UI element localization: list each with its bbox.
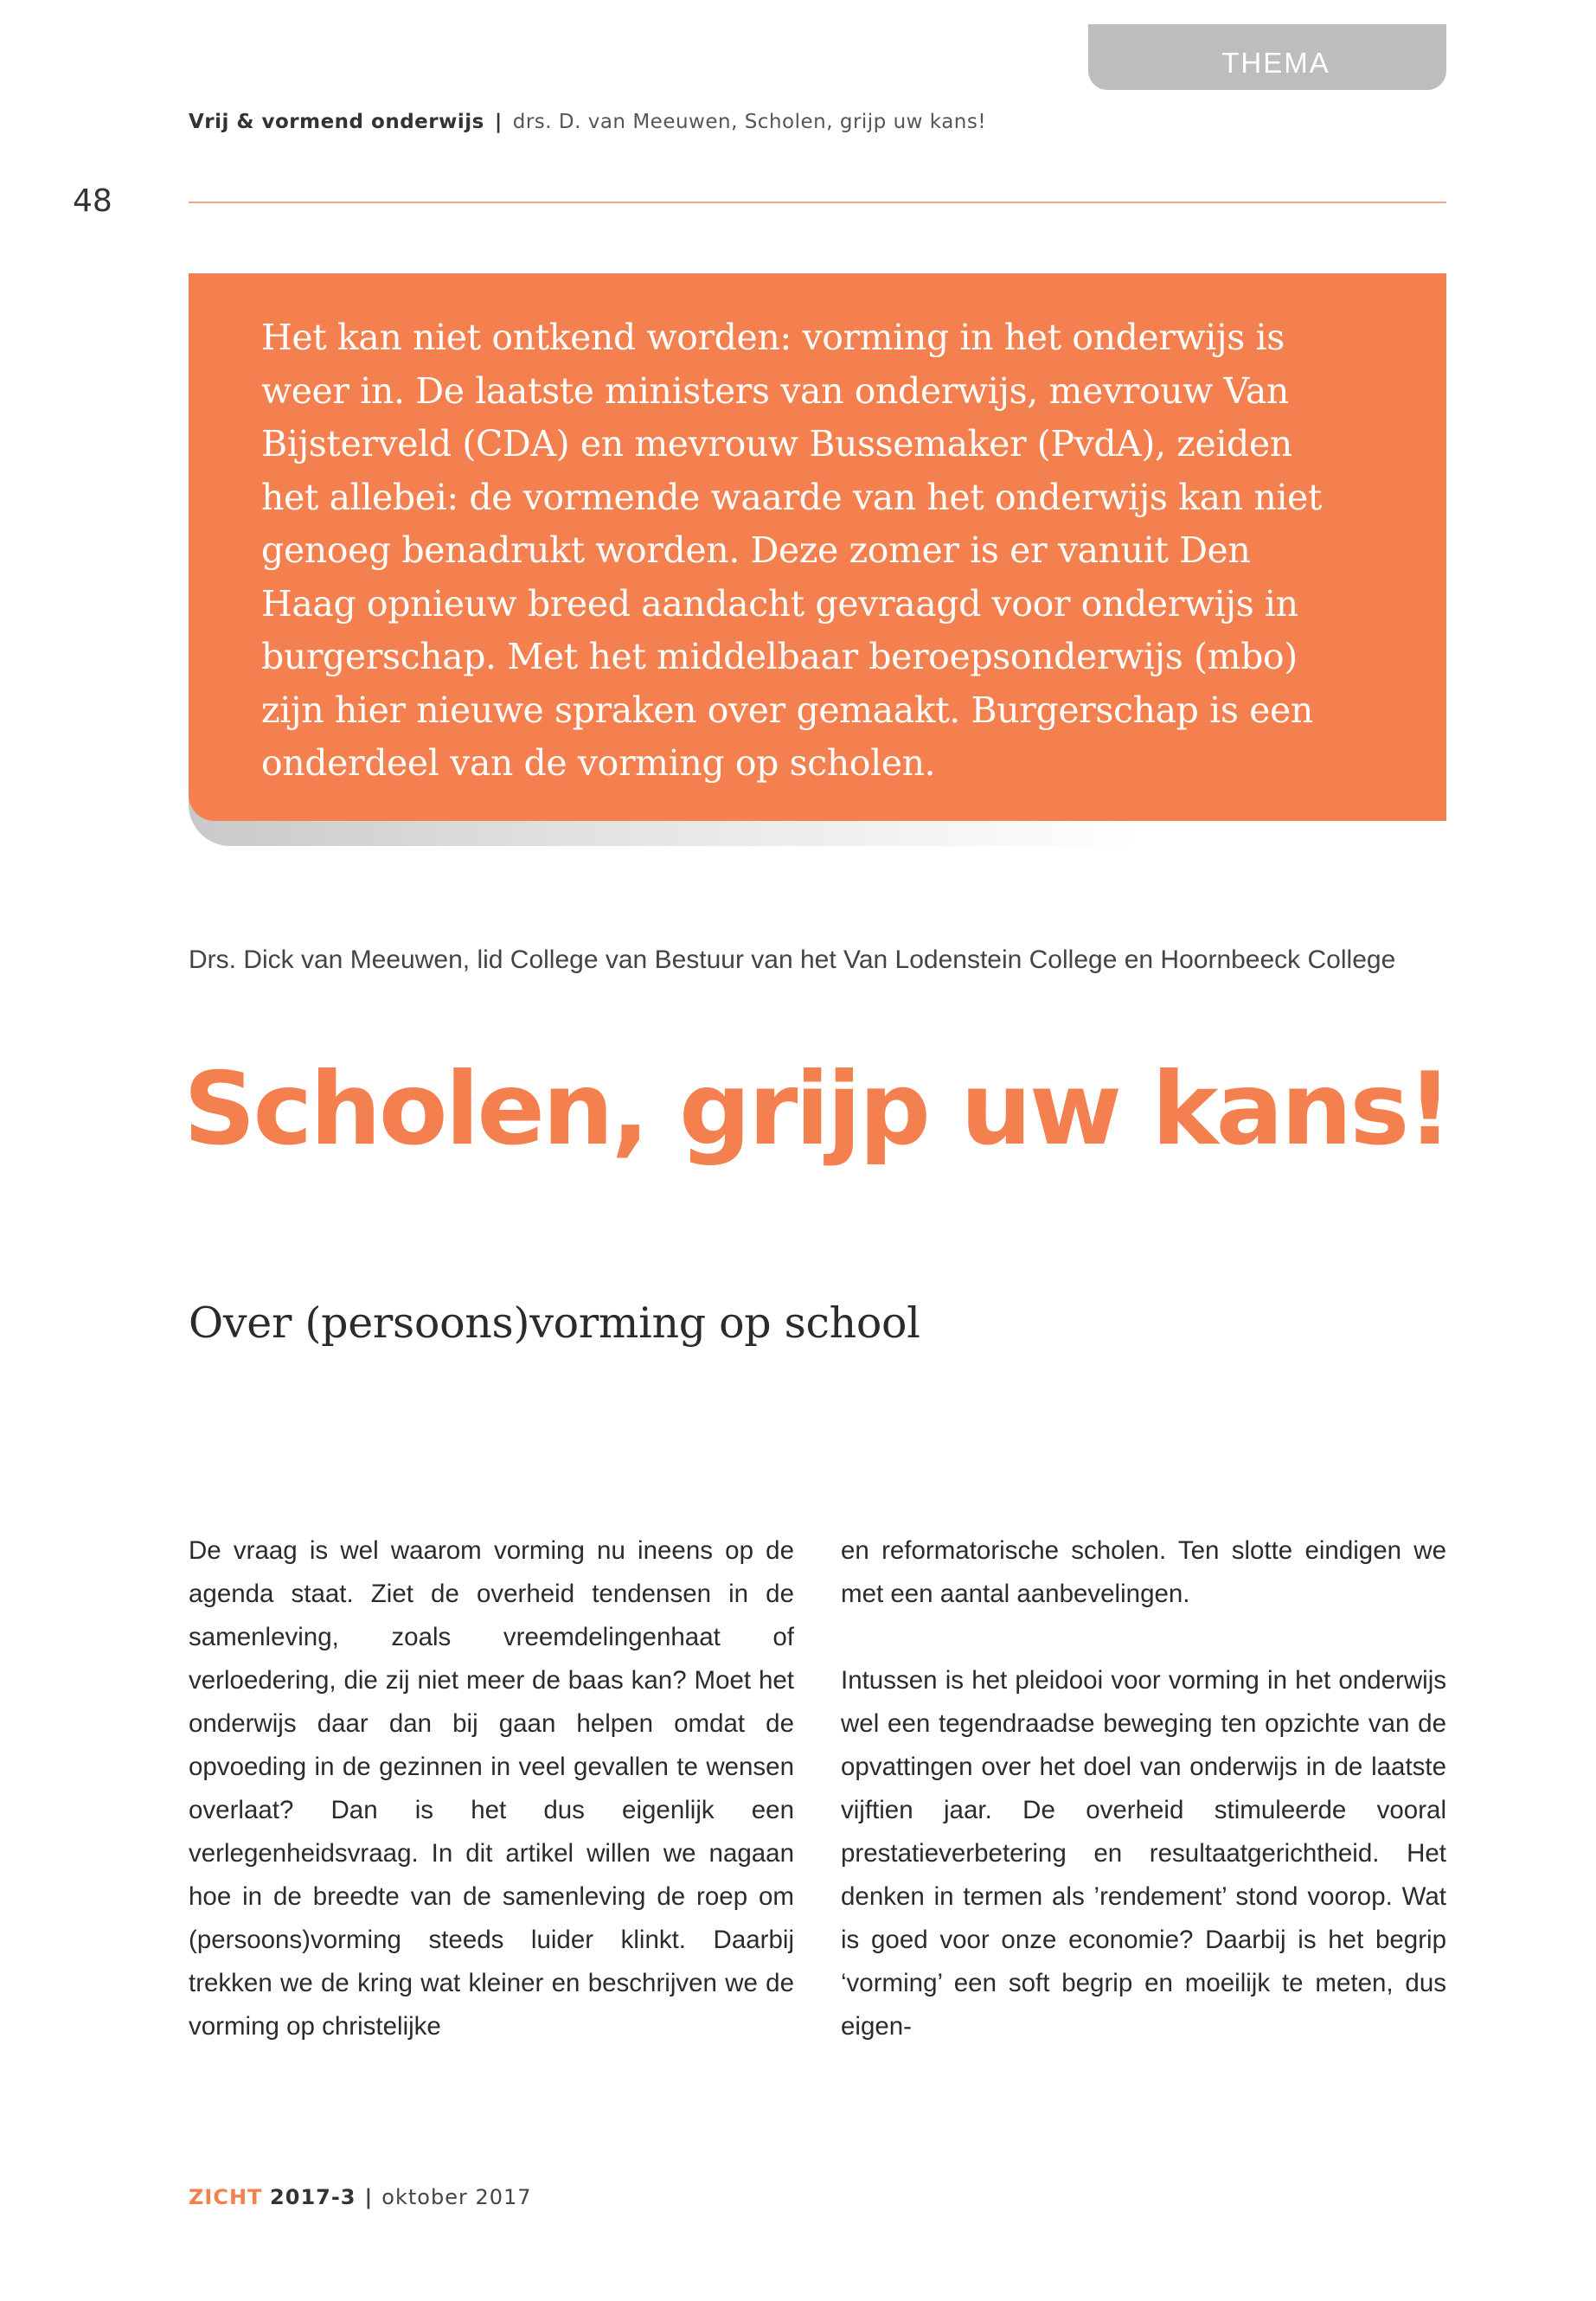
body-paragraph: Intussen is het pleidooi voor vorming in het onderwijs wel een tegendraadse beweging ten opzichte van de opvattingen over het doel van onderwijs in de laatste vijftien jaar. De overheid stimuleerde vooral prestatieverbetering en resultaatgerichtheid. Het denken in termen als ’rendement’ stond voorop. Wat is goed voor onze economie? Daarbij is het begrip ‘vorming’ een soft begrip en moeilijk te meten, dus eigen- xyxy=(841,1666,1446,2041)
thema-tab-label: THEMA xyxy=(1221,47,1330,79)
running-head-section: Vrij & vormend onderwijs xyxy=(189,111,484,133)
page-footer xyxy=(189,2185,532,2209)
header-divider xyxy=(189,202,1446,203)
body-column-right xyxy=(841,1529,1446,2092)
footer-separator: | xyxy=(364,2185,374,2209)
page-number: 48 xyxy=(73,183,112,219)
article-subtitle: Over (persoons)vorming op school xyxy=(189,1298,920,1348)
running-head-reference: drs. D. van Meeuwen, Scholen, grijp uw kans! xyxy=(512,111,987,133)
running-head xyxy=(189,111,1446,133)
body-column-left xyxy=(189,1529,794,2092)
footer-brand: ZICHT xyxy=(189,2185,263,2209)
running-head-separator: | xyxy=(494,111,503,133)
footer-date: oktober 2017 xyxy=(381,2185,532,2209)
article-title: Scholen, grijp uw kans! xyxy=(183,1051,1451,1168)
intro-text: Het kan niet ontkend worden: vorming in het onderwijs is weer in. De laatste ministers van onderwijs, mevrouw Van Bijsterveld (CDA) en mevrouw Bussemaker (PvdA), zeiden het allebei: de vormende waarde van het onderwijs kan niet genoeg benadrukt worden. Deze zomer is er vanuit Den Haag opnieuw breed aandacht gevraagd voor onderwijs in burgerschap. Met het middelbaar beroepsonderwijs (mbo) zijn hier nieuwe spraken over gemaakt. Burgerschap is een onderdeel van de vorming op scholen. xyxy=(261,317,1322,784)
thema-section-tab xyxy=(1088,24,1446,90)
author-byline: Drs. Dick van Meeuwen, lid College van Bestuur van het Van Lodenstein College en Hoornbeeck College xyxy=(189,945,1396,974)
intro-box xyxy=(189,273,1446,821)
body-paragraph: De vraag is wel waarom vorming nu ineens op de agenda staat. Ziet de overheid tendensen in de samenleving, zoals vreemdelingenhaat of verloedering, die zij niet meer de baas kan? Moet het onderwijs daar dan bij gaan helpen omdat de opvoeding in de gezinnen in veel gevallen te wensen overlaat? Dan is het dus eigenlijk een verlegenheidsvraag. In dit artikel willen we nagaan hoe in de breedte van de samenleving de roep om (persoons)vorming steeds luider klinkt. Daarbij trekken we de kring wat kleiner en beschrijven we de vorming op christelijke xyxy=(189,1536,794,2041)
body-paragraph: en reformatorische scholen. Ten slotte eindigen we met een aantal aanbevelingen. xyxy=(841,1536,1446,1608)
footer-issue: 2017-3 xyxy=(270,2185,356,2209)
